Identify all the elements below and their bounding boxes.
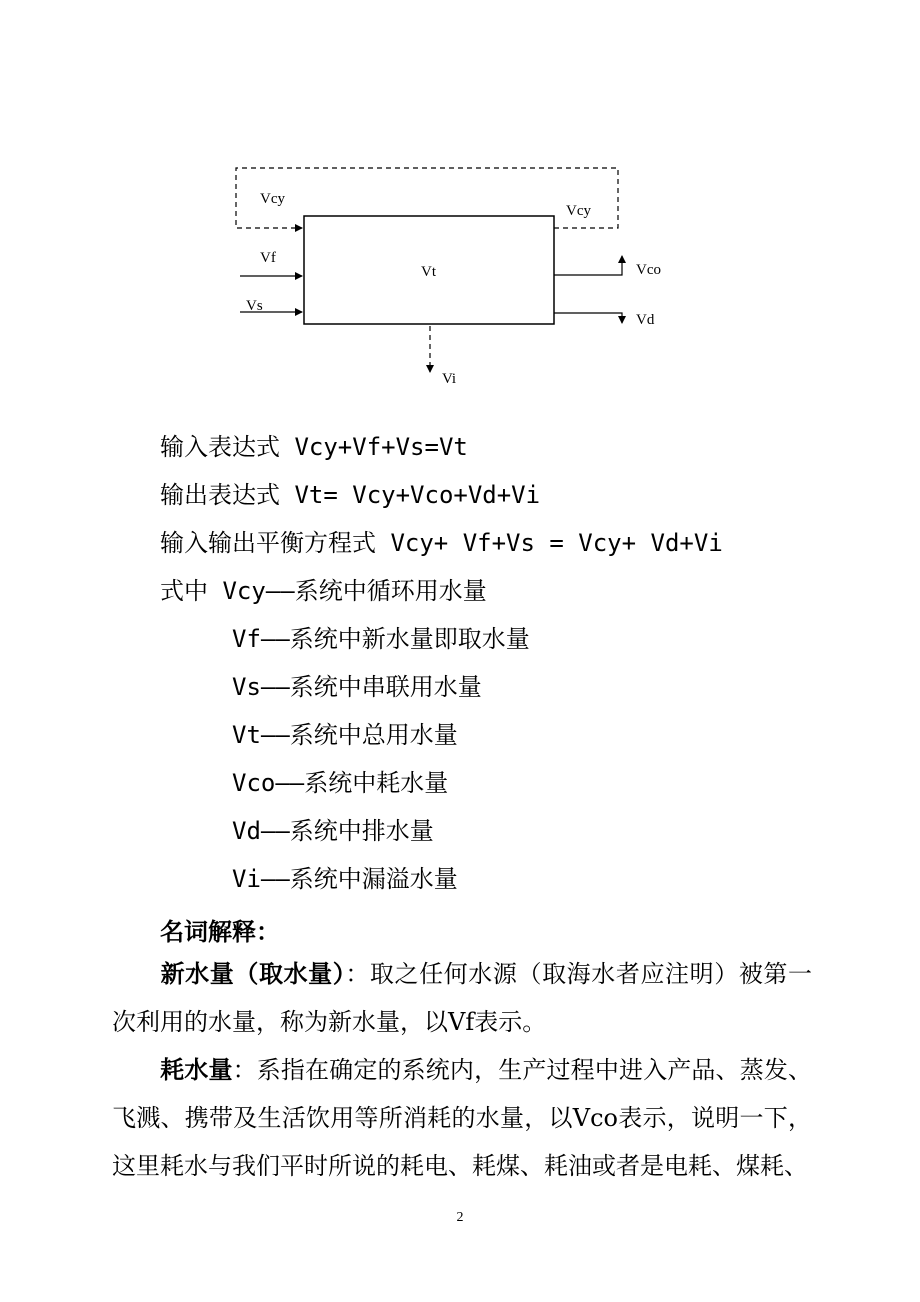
definition-item: Vco——系统中耗水量 xyxy=(232,769,449,797)
page-number: 2 xyxy=(456,1210,464,1225)
arrow-vd xyxy=(554,313,622,323)
label-vd: Vd xyxy=(636,312,655,328)
label-vf: Vf xyxy=(260,250,276,266)
label-vcy-out: Vcy xyxy=(566,203,591,219)
label-vs: Vs xyxy=(246,298,263,314)
definition-lead: 式中 Vcy——系统中循环用水量 xyxy=(160,577,487,605)
definition-consumed-water: ：系指在确定的系统内，生产过程中进入产品、蒸发、飞溅、携带及生活饮用等所消耗的水量，以Vco表示，说明一下，这里耗水与我们平时所说的耗电、耗煤、耗油或者是电耗、煤耗、 xyxy=(112,1056,812,1180)
definition-item: Vi——系统中漏溢水量 xyxy=(232,865,458,893)
definition-item: Vf——系统中新水量即取水量 xyxy=(232,625,530,653)
glossary-heading: 名词解释： xyxy=(160,918,280,946)
water-balance-diagram xyxy=(0,0,920,400)
recycle-loop xyxy=(236,168,618,228)
definition-item: Vt——系统中总用水量 xyxy=(232,721,458,749)
input-equation: 输入表达式 Vcy+Vf+Vs=Vt xyxy=(160,433,468,461)
box-label: Vt xyxy=(421,264,436,280)
arrow-vco xyxy=(554,256,622,275)
definition-item: Vs——系统中串联用水量 xyxy=(232,673,482,701)
balance-equation: 输入输出平衡方程式 Vcy+ Vf+Vs = Vcy+ Vd+Vi xyxy=(160,529,723,557)
definition-new-water: ：取之任何水源（取海水者应注明）被第一次利用的水量，称为新水量，以Vf表示。 xyxy=(112,960,813,1036)
output-equation: 输出表达式 Vt= Vcy+Vco+Vd+Vi xyxy=(160,481,541,509)
label-vcy-in: Vcy xyxy=(260,191,285,207)
term-consumed-water: 耗水量 xyxy=(160,1056,233,1084)
label-vi: Vi xyxy=(442,371,457,387)
term-new-water: 新水量（取水量） xyxy=(160,960,346,988)
glossary-new-water xyxy=(112,950,812,1046)
label-vco: Vco xyxy=(636,262,661,278)
glossary-consumed-water xyxy=(112,1046,812,1190)
definition-item: Vd——系统中排水量 xyxy=(232,817,434,845)
